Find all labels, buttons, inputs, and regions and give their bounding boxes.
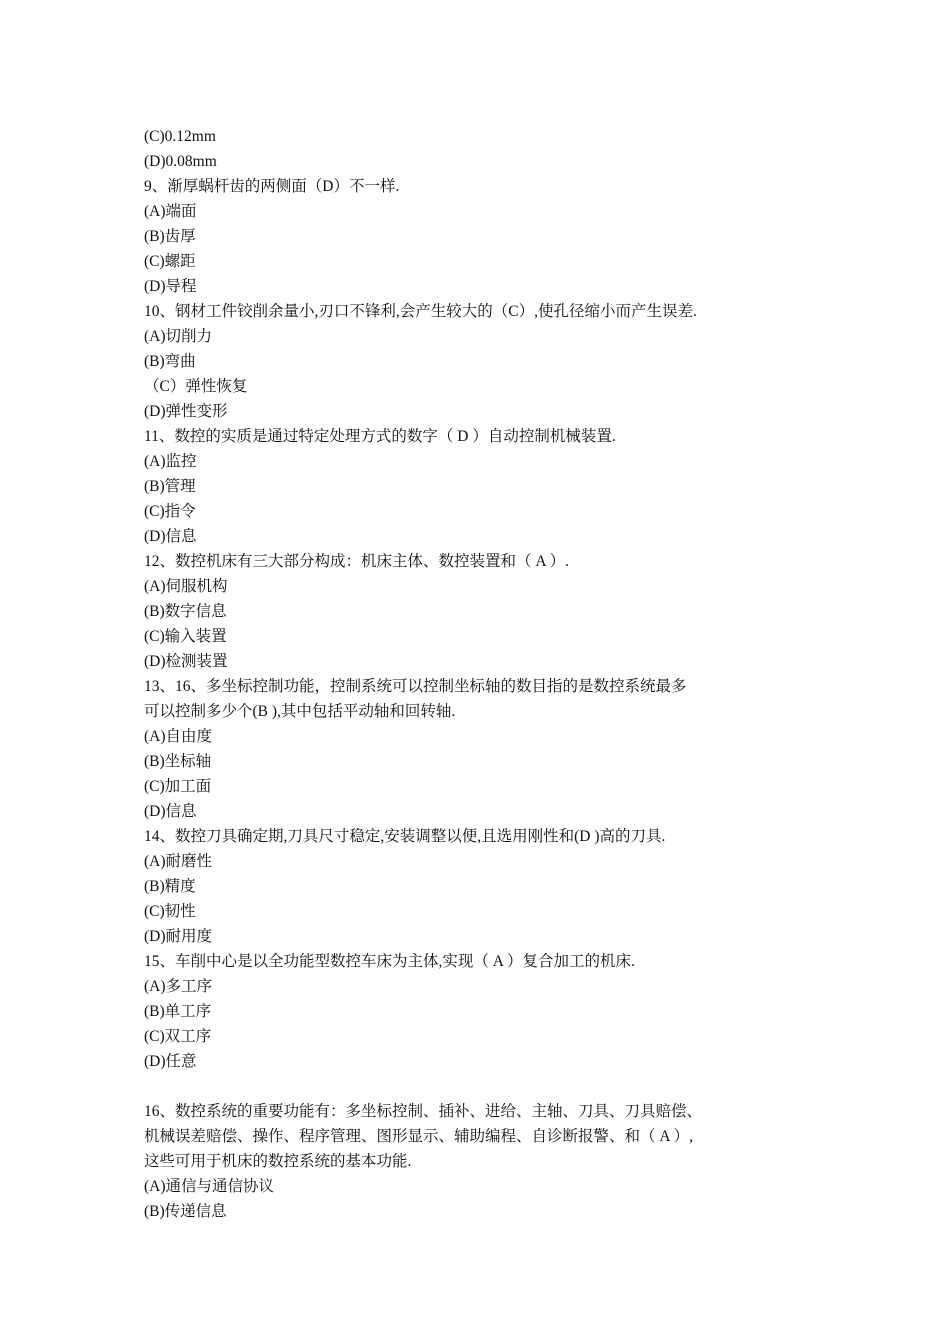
- option-line: (A)端面: [144, 203, 197, 220]
- option-line: (D)信息: [144, 528, 197, 545]
- option-line: (A)耐磨性: [144, 853, 213, 870]
- option-line: (D)耐用度: [144, 928, 213, 945]
- option-line: (B)弯曲: [144, 353, 196, 370]
- option-line: (D)弹性变形: [144, 403, 228, 420]
- option-line: (B)管理: [144, 478, 196, 495]
- option-line: (A)伺服机构: [144, 578, 228, 595]
- question-line: 12、数控机床有三大部分构成：机床主体、数控装置和（ A ）.: [144, 553, 569, 570]
- option-line: (C)加工面: [144, 778, 212, 795]
- question-line: 14、数控刀具确定期,刀具尺寸稳定,安装调整以便,且选用刚性和(D )高的刀具.: [144, 828, 666, 845]
- option-line: (B)数字信息: [144, 603, 227, 620]
- question-line: 13、16、多坐标控制功能，控制系统可以控制坐标轴的数目指的是数控系统最多: [144, 678, 687, 695]
- option-line: (A)自由度: [144, 728, 213, 745]
- option-line: (C)0.12mm: [144, 128, 216, 145]
- question-line: 可以控制多少个(B ),其中包括平动轴和回转轴.: [144, 703, 456, 720]
- question-line: 11、数控的实质是通过特定处理方式的数字（ D ）自动控制机械装置.: [144, 428, 616, 445]
- option-line: (A)通信与通信协议: [144, 1178, 275, 1195]
- option-line: (A)监控: [144, 453, 197, 470]
- option-line: (D)导程: [144, 278, 197, 295]
- option-line: (C)螺距: [144, 253, 196, 270]
- document-page: [144, 124, 764, 1224]
- option-line: (C)指令: [144, 503, 196, 520]
- blank-line: [144, 1074, 764, 1099]
- question-line: 9、渐厚蜗杆齿的两侧面（D）不一样.: [144, 178, 400, 195]
- question-line: 这些可用于机床的数控系统的基本功能.: [144, 1153, 412, 1170]
- question-line: 机械误差赔偿、操作、程序管理、图形显示、辅助编程、自诊断报警、和（ A ）,: [144, 1128, 693, 1145]
- option-line: (B)传递信息: [144, 1203, 227, 1220]
- option-line: (D)信息: [144, 803, 197, 820]
- option-line: (D)0.08mm: [144, 153, 217, 170]
- option-line: （C）弹性恢复: [144, 378, 248, 395]
- option-line: (C)双工序: [144, 1028, 212, 1045]
- option-line: (B)齿厚: [144, 228, 196, 245]
- option-line: (C)韧性: [144, 903, 196, 920]
- option-line: (D)检测装置: [144, 653, 228, 670]
- question-line: 10、钢材工件铰削余量小,刃口不锋利,会产生较大的（C）,使孔径缩小而产生误差.: [144, 303, 697, 320]
- option-line: (B)坐标轴: [144, 753, 212, 770]
- option-line: (B)单工序: [144, 1003, 212, 1020]
- option-line: (C)输入装置: [144, 628, 227, 645]
- option-line: (B)精度: [144, 878, 196, 895]
- option-line: (D)任意: [144, 1053, 197, 1070]
- question-line: 15、车削中心是以全功能型数控车床为主体,实现（ A ）复合加工的机床.: [144, 953, 635, 970]
- option-line: (A)切削力: [144, 328, 213, 345]
- question-line: 16、数控系统的重要功能有：多坐标控制、插补、进给、主轴、刀具、刀具赔偿、: [144, 1103, 703, 1120]
- option-line: (A)多工序: [144, 978, 213, 995]
